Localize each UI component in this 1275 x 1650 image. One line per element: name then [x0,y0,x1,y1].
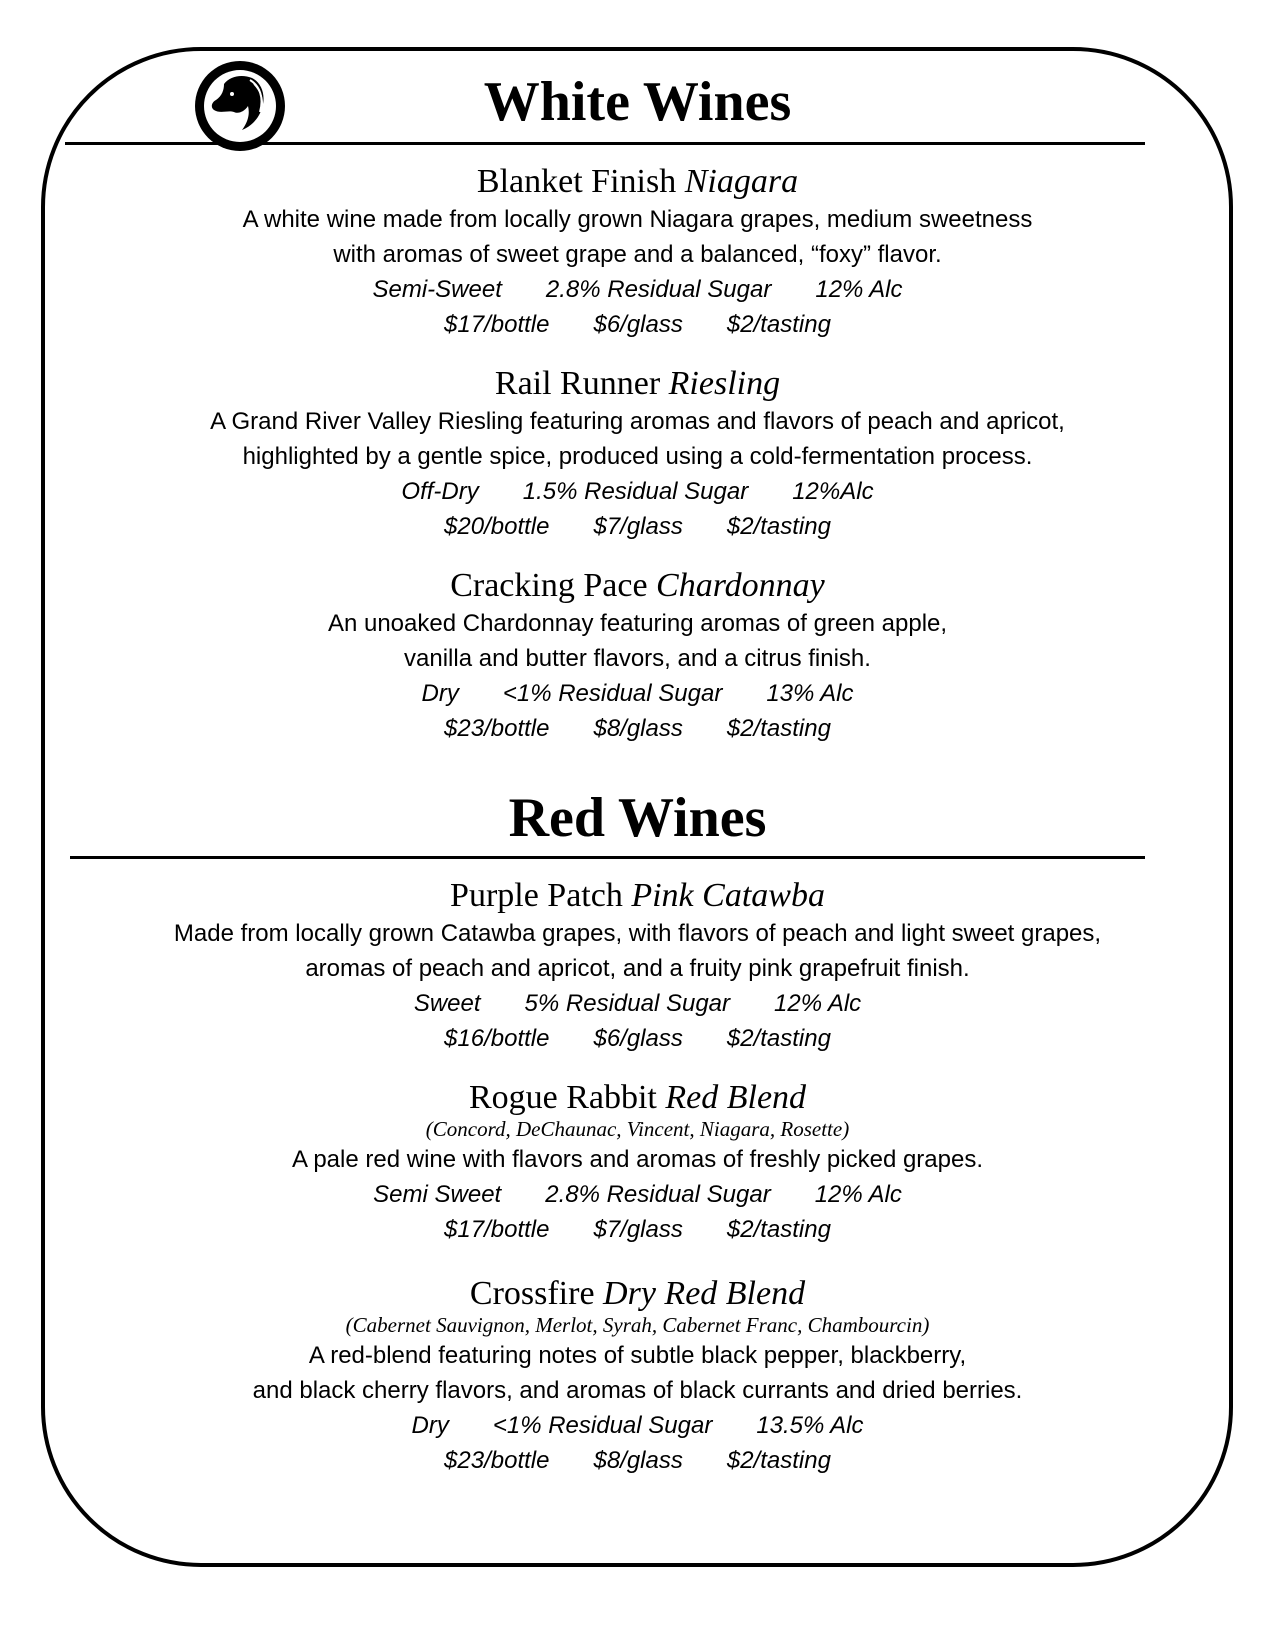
wine-description: An unoaked Chardonnay featuring aromas of green apple, vanilla and butter flavors, and a citrus finish. [327,610,948,672]
wine-varietal: Niagara [684,163,799,200]
wine-description: A Grand River Valley Riesling featuring aromas and flavors of peach and apricot, highlighted by a gentle spice, produced using a cold-fermentation process. [210,408,1065,470]
wine-entry-cracking-pace [0,566,1275,746]
white-section-rule [65,142,1145,145]
wine-prices: $17/bottle $7/glass $2/tasting [444,1216,831,1243]
wine-description: A red-blend featuring notes of subtle black pepper, blackberry, and black cherry flavors, and aromas of black currants and dried berries. [252,1342,1023,1404]
wine-name: Purple Patch Pink Catawba [450,877,825,914]
wine-name: Blanket Finish Niagara [476,163,799,200]
wine-prices: $16/bottle $6/glass $2/tasting [444,1025,831,1052]
wine-stats: Off-Dry 1.5% Residual Sugar 12%Alc [401,478,874,505]
wine-prices: $17/bottle $6/glass $2/tasting [444,311,831,338]
wine-entry-crossfire [0,1274,1275,1478]
wine-grapes: (Concord, DeChaunac, Vincent, Niagara, Rosette) [425,1117,850,1141]
wine-name: Rogue Rabbit Red Blend [468,1079,807,1116]
wine-entry-rogue-rabbit [0,1078,1275,1247]
red-section-rule [70,856,1145,859]
wine-name: Crossfire Dry Red Blend [469,1275,806,1312]
wine-stats: Dry <1% Residual Sugar 13% Alc [421,680,854,707]
wine-entry-purple-patch [0,876,1275,1056]
wine-name: Rail Runner Riesling [494,365,781,402]
wine-varietal: Dry Red Blend [603,1275,806,1312]
wine-varietal: Red Blend [665,1079,807,1116]
wine-description: A white wine made from locally grown Niagara grapes, medium sweetness with aromas of sweet grape and a balanced, “foxy” flavor. [242,206,1033,268]
wine-varietal: Chardonnay [656,567,825,604]
wine-prices: $23/bottle $8/glass $2/tasting [444,715,831,742]
wine-prices: $20/bottle $7/glass $2/tasting [444,513,831,540]
wine-stats: Semi Sweet 2.8% Residual Sugar 12% Alc [373,1181,902,1208]
wine-prices: $23/bottle $8/glass $2/tasting [444,1447,831,1474]
wine-stats: Dry <1% Residual Sugar 13.5% Alc [411,1412,864,1439]
wine-varietal: Pink Catawba [631,877,825,914]
wine-entry-blanket-finish [0,162,1275,342]
red-wines-heading: Red Wines [508,787,767,849]
wine-description: A pale red wine with flavors and aromas of freshly picked grapes. [291,1146,984,1173]
wine-stats: Semi-Sweet 2.8% Residual Sugar 12% Alc [372,276,903,303]
wine-stats: Sweet 5% Residual Sugar 12% Alc [413,990,862,1017]
wine-entry-rail-runner [0,364,1275,544]
wine-name: Cracking Pace Chardonnay [450,567,825,604]
wine-grapes: (Cabernet Sauvignon, Merlot, Syrah, Cabernet Franc, Chambourcin) [345,1313,930,1337]
wine-description: Made from locally grown Catawba grapes, with flavors of peach and light sweet grapes, aromas of peach and apricot, and a fruity pink grapefruit finish. [173,920,1102,982]
wine-varietal: Riesling [668,365,781,402]
white-wines-heading: White Wines [483,71,792,133]
